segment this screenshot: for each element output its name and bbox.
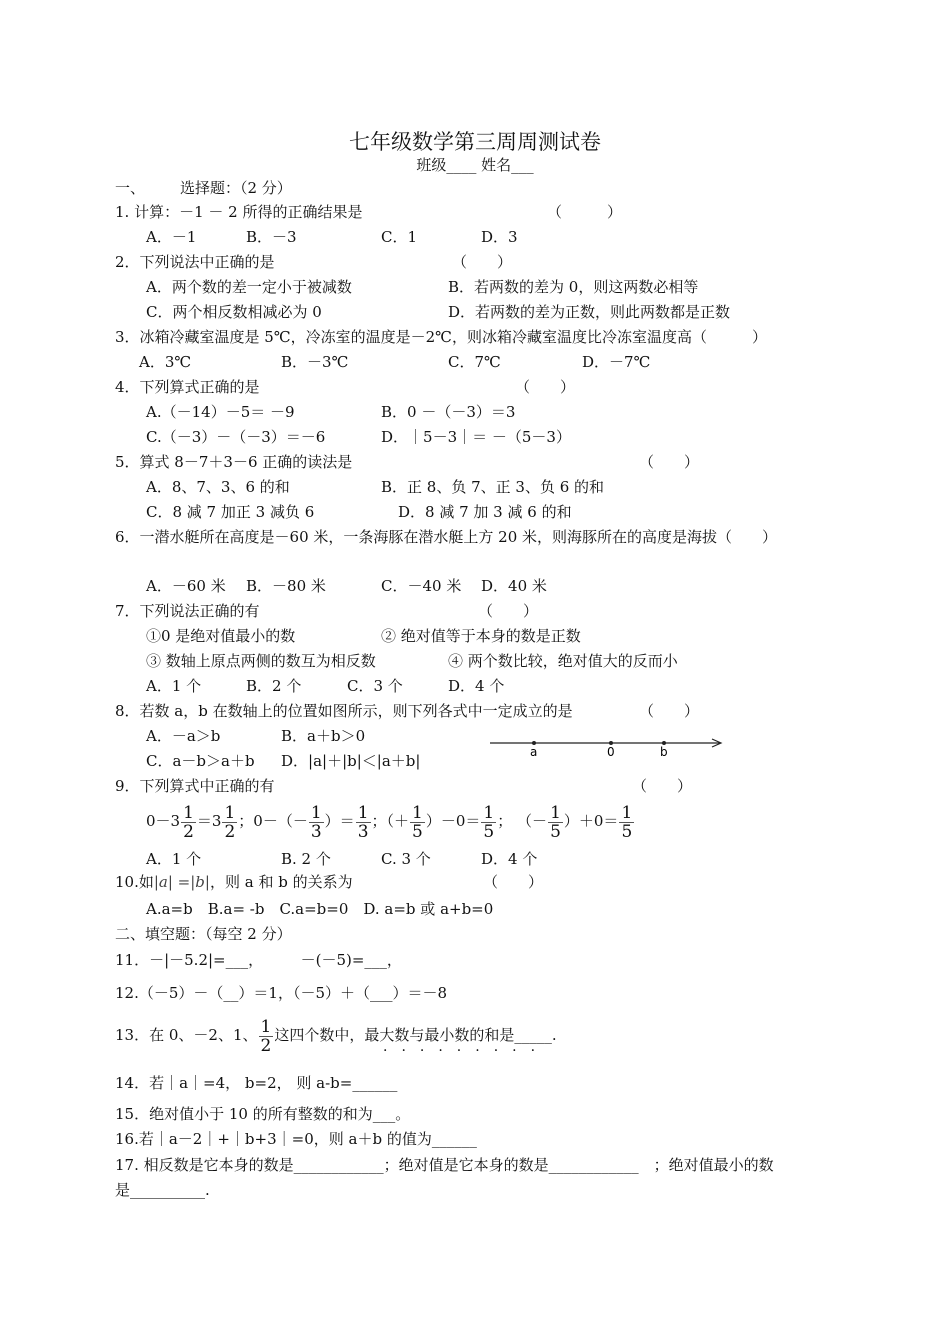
q9-expr-4-eq: ）＋0＝ bbox=[563, 812, 619, 830]
q2-paren: （ ） bbox=[452, 253, 513, 271]
q5-option-a: A．8、7、3、6 的和 bbox=[146, 478, 290, 496]
q4-option-d: D．｜5－3｜＝ －（5－3） bbox=[381, 428, 571, 446]
q3-option-c: C．7℃ bbox=[448, 353, 501, 371]
q10-stem-start: 10.如 bbox=[115, 873, 154, 891]
q8-stem: 8．若数 a，b 在数轴上的位置如图所示，则下列各式中一定成立的是 bbox=[115, 702, 573, 720]
fraction: $\frac{1}{5}$ bbox=[621, 802, 633, 842]
section-2-title: 二、填空题：（每空 2 分） bbox=[115, 925, 292, 943]
q2-option-d: D．若两数的差为正数，则此两数都是正数 bbox=[448, 303, 731, 321]
fraction: $\frac{1}{3}$ bbox=[310, 802, 322, 842]
number-line-label-0: 0 bbox=[607, 745, 615, 759]
number-line-label-b: b bbox=[660, 745, 668, 759]
q7-statement-2: ② 绝对值等于本身的数是正数 bbox=[381, 627, 581, 645]
q3-stem: 3．冰箱冷藏室温度是 5℃，冷冻室的温度是－2℃，则冰箱冷藏室温度比冷冻室温度高（ ） bbox=[115, 328, 767, 346]
q7-statement-1: ①0 是绝对值最小的数 bbox=[146, 627, 296, 645]
q2-option-b: B．若两数的差为 0，则这两数必相等 bbox=[448, 278, 699, 296]
q3-option-b: B．－3℃ bbox=[281, 353, 349, 371]
q1-option-c: C．1 bbox=[381, 228, 418, 246]
q9-expr-1-start: 0－3 bbox=[146, 812, 181, 830]
q1-paren: （ ） bbox=[547, 203, 623, 221]
q17-line-2: 是__________. bbox=[115, 1181, 210, 1199]
page-title: 七年级数学第三周周测试卷 bbox=[349, 130, 601, 154]
q7-option-a: A．1 个 bbox=[146, 677, 202, 695]
q9-expr-2-eq: ）＝ bbox=[324, 812, 355, 830]
q14: 14．若｜a｜=4， b=2， 则 a-b=______ bbox=[115, 1074, 398, 1092]
q11: 11．－|－5.2|=___， －(－5)=___， bbox=[115, 951, 402, 969]
q4-option-a: A.（－14）－5＝ －9 bbox=[146, 403, 295, 421]
q7-statement-4: ④ 两个数比较，绝对值大的反而小 bbox=[448, 652, 678, 670]
q9-expressions bbox=[146, 800, 635, 842]
q13-start: 13．在 0、－2、1、 bbox=[115, 1026, 258, 1044]
fraction: $\frac{1}{2}$ bbox=[260, 1016, 272, 1056]
q9-option-a: A．1 个 bbox=[146, 850, 202, 868]
q7-option-c: C．3 个 bbox=[347, 677, 403, 695]
fraction: $\frac{1}{2}$ bbox=[183, 802, 194, 842]
q6-option-c: C．－40 米 bbox=[381, 577, 462, 595]
q5-option-c: C．8 减 7 加正 3 减负 6 bbox=[146, 503, 315, 521]
q6-stem: 6．一潜水艇所在高度是－60 米，一条海豚在潜水艇上方 20 米，则海豚所在的高度是海拔（ ） bbox=[115, 528, 778, 546]
q4-paren: （ ） bbox=[515, 378, 576, 396]
q5-option-b: B．正 8、负 7、正 3、负 6 的和 bbox=[381, 478, 605, 496]
q3-option-a: A．3℃ bbox=[139, 353, 192, 371]
number-line bbox=[488, 737, 728, 761]
q10-paren: （ ） bbox=[483, 873, 544, 891]
separator: ； bbox=[371, 812, 387, 830]
fraction: $\frac{1}{5}$ bbox=[483, 802, 495, 842]
q8-option-b: B．a＋b＞0 bbox=[281, 727, 366, 745]
section-1-title: 选择题：（2 分） bbox=[180, 179, 292, 197]
q9-expr-4-start: （－ bbox=[517, 812, 548, 830]
q9-expr-3-eq: ）－0＝ bbox=[425, 812, 481, 830]
fraction: $\frac{1}{3}$ bbox=[357, 802, 369, 842]
q9-option-b: B. 2 个 bbox=[281, 850, 331, 868]
q7-option-d: D．4 个 bbox=[448, 677, 505, 695]
q6-option-d: D．40 米 bbox=[481, 577, 547, 595]
q4-option-c: C.（－3）－（－3）＝－6 bbox=[146, 428, 326, 446]
fraction: $\frac{1}{5}$ bbox=[412, 802, 423, 842]
q9-option-d: D．4 个 bbox=[481, 850, 538, 868]
q8-option-d: D．|a|＋|b|＜|a＋b| bbox=[281, 752, 421, 770]
q3-option-d: D．－7℃ bbox=[582, 353, 651, 371]
q1-option-a: A．－1 bbox=[146, 228, 197, 246]
emphasis-dots: ········· bbox=[383, 1043, 550, 1059]
q10-stem bbox=[115, 872, 353, 892]
fraction: $\frac{1}{2}$ bbox=[224, 802, 236, 842]
q6-option-a: A．－60 米 bbox=[146, 577, 226, 595]
q9-expr-2-start: ；0－（－ bbox=[238, 812, 308, 830]
q4-stem: 4．下列算式正确的是 bbox=[115, 378, 260, 396]
q5-option-d: D．8 减 7 加 3 减 6 的和 bbox=[398, 503, 572, 521]
q5-paren: （ ） bbox=[639, 453, 700, 471]
q10-options: A.a=b B.a= -b C.a=b=0 D. a=b 或 a+b=0 bbox=[146, 900, 494, 918]
q13-end: 这四个数中，最大数与最小数的和是_____. bbox=[274, 1026, 557, 1044]
q7-paren: （ ） bbox=[478, 602, 539, 620]
q2-stem: 2．下列说法中正确的是 bbox=[115, 253, 275, 271]
q9-expr-1-eq: ＝3 bbox=[196, 812, 222, 830]
q15: 15．绝对值小于 10 的所有整数的和为___。 bbox=[115, 1105, 411, 1123]
number-line-label-a: a bbox=[530, 745, 538, 759]
q12: 12.（－5）－（__）＝1，（－5）＋（___）＝－8 bbox=[115, 984, 448, 1002]
separator: ； bbox=[497, 812, 513, 830]
q6-option-b: B．－80 米 bbox=[246, 577, 326, 595]
q8-option-c: C．a－b＞a＋b bbox=[146, 752, 255, 770]
q2-option-a: A．两个数的差一定小于被减数 bbox=[146, 278, 352, 296]
q8-paren: （ ） bbox=[639, 702, 700, 720]
q5-stem: 5．算式 8－7＋3－6 正确的读法是 bbox=[115, 453, 353, 471]
q1-option-b: B．－3 bbox=[246, 228, 297, 246]
q1-option-d: D．3 bbox=[481, 228, 518, 246]
q9-expr-3-start: （＋ bbox=[386, 812, 410, 830]
q10-abs-expression: |a| =|b| bbox=[153, 873, 210, 891]
q17-line-1: 17. 相反数是它本身的数是____________；绝对值是它本身的数是____________ ；绝对值最小的数 bbox=[115, 1156, 774, 1174]
q7-statement-3: ③ 数轴上原点两侧的数互为相反数 bbox=[146, 652, 376, 670]
section-1-number: 一、 bbox=[115, 179, 146, 197]
fraction: $\frac{1}{5}$ bbox=[550, 802, 561, 842]
q7-option-b: B．2 个 bbox=[246, 677, 302, 695]
q9-option-c: C. 3 个 bbox=[381, 850, 431, 868]
q4-option-b: B．0 －（－3）＝3 bbox=[381, 403, 516, 421]
q7-stem: 7．下列说法正确的有 bbox=[115, 602, 260, 620]
q10-stem-end: ，则 a 和 b 的关系为 bbox=[209, 873, 353, 891]
q8-option-a: A．－a＞b bbox=[146, 727, 221, 745]
q16: 16.若｜a－2｜+｜b+3｜=0，则 a＋b 的值为______ bbox=[115, 1130, 477, 1148]
q9-stem: 9．下列算式中正确的有 bbox=[115, 777, 275, 795]
q2-option-c: C．两个相反数相减必为 0 bbox=[146, 303, 322, 321]
q9-paren: （ ） bbox=[632, 777, 693, 795]
subtitle: 班级____ 姓名___ bbox=[416, 156, 534, 174]
q1-stem: 1. 计算：－1 － 2 所得的正确结果是 bbox=[115, 203, 363, 221]
